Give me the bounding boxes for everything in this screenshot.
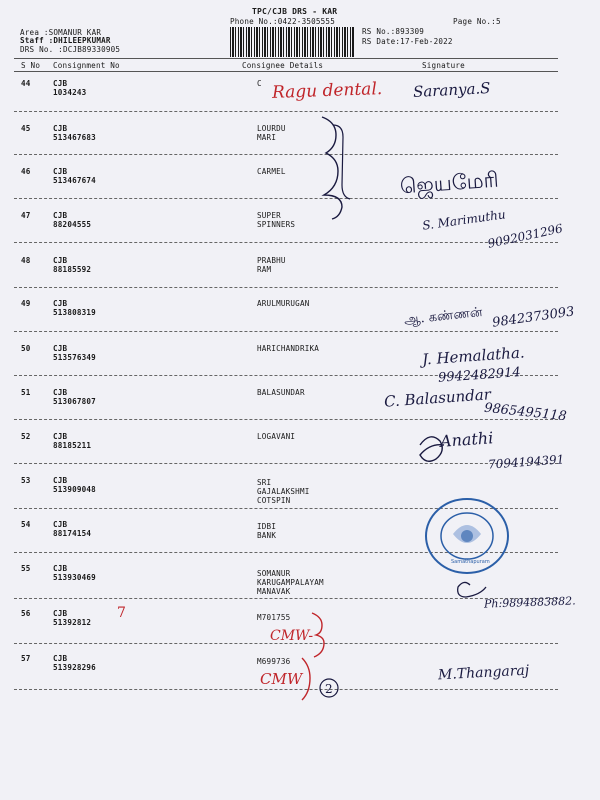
- row-consignee: CARMEL: [257, 167, 286, 176]
- row-sno: 53: [21, 476, 31, 485]
- row-consignee: SUPER SPINNERS: [257, 211, 296, 229]
- phone-50: 9942482914: [437, 365, 522, 386]
- page-number: Page No.:5: [453, 17, 501, 26]
- col-signature: Signature: [422, 61, 465, 70]
- row-sno: 50: [21, 344, 31, 353]
- handwritten-cmw-57: CMW: [260, 670, 303, 688]
- cmw-brace-56: [312, 613, 324, 657]
- col-sno: S No: [21, 61, 41, 70]
- row-divider: [14, 287, 558, 288]
- row-divider: [14, 463, 558, 464]
- signature-49: ஆ. கண்ணன்: [403, 304, 484, 329]
- row-consignee: HARICHANDRIKA: [257, 344, 320, 353]
- row-consignee: SOMANUR KARUGAMPALAYAM MANAVAK: [257, 569, 324, 596]
- signature-57: M.Thangaraj: [437, 662, 530, 684]
- signature-52: Anathi: [439, 428, 494, 451]
- row-consignment: CJB 51392812: [53, 609, 92, 627]
- signature-55-scribble: [458, 582, 486, 597]
- row-sno: 45: [21, 124, 31, 133]
- rs-number: RS No.:893309: [362, 27, 425, 36]
- row-consignment: CJB 88185592: [53, 256, 92, 274]
- barcode: [230, 27, 354, 57]
- row-consignment: CJB 513467683: [53, 124, 96, 142]
- drs-number: DRS No. :DCJB89330905: [20, 45, 121, 54]
- header-rule-bottom: [14, 71, 558, 72]
- row-consignment: CJB 513928296: [53, 654, 96, 672]
- signature-47: S. Marimuthu: [421, 207, 507, 233]
- row-consignment: CJB 513909048: [53, 476, 96, 494]
- row-divider: [14, 111, 558, 112]
- row-consignment: CJB 88174154: [53, 520, 92, 538]
- row-divider: [14, 331, 558, 332]
- row-sno: 48: [21, 256, 31, 265]
- row-sno: 55: [21, 564, 31, 573]
- row-consignee: SRI GAJALAKSHMI COTSPIN: [257, 478, 310, 505]
- bracket-stroke-2: [333, 125, 350, 199]
- stamp-text: Samathapuram: [451, 559, 490, 565]
- col-consignment: Consignment No: [53, 61, 120, 70]
- staff-label: Staff :DHILEEPKUMAR: [20, 36, 111, 45]
- row-divider: [14, 419, 558, 420]
- row-consignment: CJB 513808319: [53, 299, 96, 317]
- phone-47: 9092031296: [486, 221, 564, 251]
- cmw-brace-57: [302, 658, 310, 700]
- row-sno: 44: [21, 79, 31, 88]
- company-seal-stamp: [423, 496, 515, 576]
- row-divider: [14, 198, 558, 199]
- area-label: Area :SOMANUR KAR: [20, 28, 102, 37]
- row-divider: [14, 242, 558, 243]
- phone-number: Phone No.:0422-3505555: [230, 17, 335, 26]
- row-consignee: BALASUNDAR: [257, 388, 305, 397]
- row-consignee: M699736: [257, 657, 291, 666]
- row-sno: 46: [21, 167, 31, 176]
- row-divider: [14, 598, 558, 599]
- row-sno: 56: [21, 609, 31, 618]
- signature-50: J. Hemalatha.: [421, 343, 526, 369]
- rs-date: RS Date:17-Feb-2022: [362, 37, 453, 46]
- circled-number-57: 2: [325, 682, 333, 696]
- phone-52: 7094194391: [487, 452, 565, 472]
- row-consignment: CJB 513067807: [53, 388, 96, 406]
- col-consignee: Consignee Details: [242, 61, 324, 70]
- row-sno: 52: [21, 432, 31, 441]
- row-sno: 51: [21, 388, 31, 397]
- correction-56: 7: [117, 605, 126, 621]
- bracket-stroke: [322, 117, 342, 219]
- row-divider: [14, 154, 558, 155]
- row-consignee: LOGAVANI: [257, 432, 296, 441]
- row-sno: 57: [21, 654, 31, 663]
- phone-51: 9865495118: [483, 400, 568, 425]
- row-consignee: M701755: [257, 613, 291, 622]
- row-consignee: PRABHU RAM: [257, 256, 286, 274]
- row-consignee: IDBI BANK: [257, 522, 277, 540]
- header-rule-top: [14, 58, 558, 59]
- row-sno: 54: [21, 520, 31, 529]
- row-consignment: CJB 1034243: [53, 79, 87, 97]
- row-consignment: CJB 513467674: [53, 167, 96, 185]
- row-consignment: CJB 513930469: [53, 564, 96, 582]
- row-divider: [14, 689, 558, 690]
- row-consignment: CJB 88185211: [53, 432, 92, 450]
- handwritten-consignee-44: Ragu dental.: [271, 79, 383, 103]
- row-consignee: ARULMURUGAN: [257, 299, 310, 308]
- row-consignee: C: [257, 79, 262, 88]
- signature-51: C. Balasundar: [383, 385, 492, 411]
- phone-55: Ph:9894883882.: [483, 594, 576, 611]
- doc-title: TPC/CJB DRS - KAR: [252, 7, 338, 16]
- row-consignee: LOURDU MARI: [257, 124, 286, 142]
- row-sno: 49: [21, 299, 31, 308]
- signature-46: ஜெயமேரி: [399, 167, 500, 199]
- handwritten-cmw-56: CMW-: [270, 628, 314, 644]
- row-sno: 47: [21, 211, 31, 220]
- row-consignment: CJB 88204555: [53, 211, 92, 229]
- row-consignment: CJB 513576349: [53, 344, 96, 362]
- phone-49: 9842373093: [491, 304, 576, 331]
- signature-44: Saranya.S: [412, 78, 491, 102]
